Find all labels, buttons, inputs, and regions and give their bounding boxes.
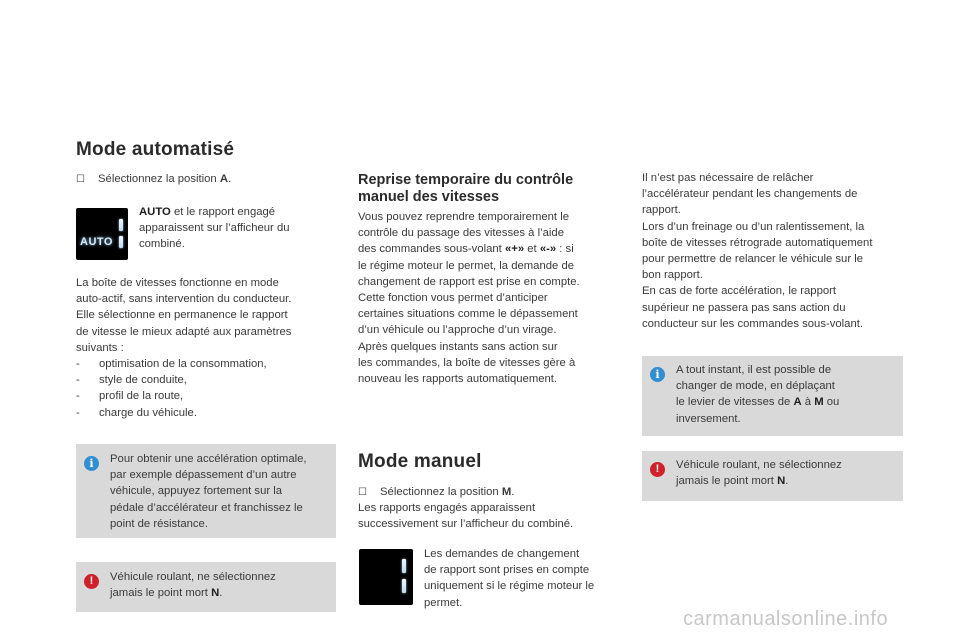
- auto-display-image: [76, 208, 128, 260]
- warning-icon: !: [84, 574, 99, 589]
- section-title-reprise: Reprise temporaire du contrôle manuel des vitesses: [358, 172, 574, 205]
- info-icon: i: [84, 456, 99, 471]
- manual-paragraph: Les rapports engagés apparaissent successivement sur l’afficheur du combiné.: [358, 502, 574, 531]
- warning-box-neutral-right: [642, 451, 903, 501]
- warning-box-neutral: [76, 562, 336, 612]
- info-box-text: A tout instant, il est possible de changer de mode, en déplaçant le levier de vitesses de A à M ou inversement.: [676, 364, 840, 425]
- info-box-mode-change: [642, 356, 903, 436]
- checkbox-bullet-icon: ☐: [76, 174, 85, 185]
- info-icon: i: [650, 367, 665, 382]
- list-item: - charge du véhicule.: [76, 406, 197, 419]
- right-paragraph: Il n’est pas nécessaire de relâcher l’accélérateur pendant les changements de rapport. Lors d’un freinage ou d’un ralentissement, la boîte de vitesses rétrograde automatiquement pour permettre de relancer le véhicule sur le bon rapport. En cas de forte accélération, le rapport supérieur ne passera pas sans action du conducteur sur les commandes sous-volant.: [642, 172, 873, 330]
- section-title-auto: Mode automatisé: [76, 139, 235, 160]
- select-position-text: Sélectionnez la position M.: [380, 486, 515, 498]
- select-position-a: [76, 171, 231, 188]
- auto-description: AUTO et le rapport engagé apparaissent sur l’afficheur du combiné.: [139, 206, 290, 251]
- select-position-m: [358, 484, 514, 501]
- reprise-paragraph: Vous pouvez reprendre temporairement le contrôle du passage des vitesses à l’aide des commandes sous-volant «+» et «-» : si le régime moteur le permet, la demande de changement de rapport est prise en compte. Cette fonction vous permet d’anticiper certaines situations comme le dépassement d’un véhicule ou l’approche d’un virage. Après quelques instants sans action sur les commandes, la boîte de vitesses gère à nouveau les rapports automatiquement.: [358, 211, 580, 386]
- list-item: - style de conduite,: [76, 374, 187, 387]
- info-box-acceleration: [76, 444, 336, 538]
- manual-display-image: [359, 549, 413, 605]
- warning-box-text: Véhicule roulant, ne sélectionnez jamais le point mort N.: [676, 459, 842, 488]
- display-auto-label: AUTO: [80, 236, 113, 248]
- info-box-text: Pour obtenir une accélération optimale, par exemple dépassement d’un autre véhicule, appuyez fortement sur la pédale d’accélérateur et franchissez le point de résistance.: [110, 453, 307, 530]
- list-item: - profil de la route,: [76, 390, 184, 403]
- section-title-manual: Mode manuel: [358, 451, 482, 472]
- watermark-text: carmanualsonline.info: [683, 608, 889, 630]
- manual-display-note: Les demandes de changement de rapport sont prises en compte uniquement si le régime moteur le permet.: [424, 548, 595, 609]
- warning-icon: !: [650, 462, 665, 477]
- parameters-list: [76, 356, 336, 421]
- list-item: - optimisation de la consommation,: [76, 358, 267, 371]
- select-position-text: Sélectionnez la position A.: [98, 173, 232, 185]
- auto-paragraph: La boîte de vitesses fonctionne en mode auto-actif, sans intervention du conducteur. Elle sélectionne en permanence le rapport de vitesse le mieux adapté aux paramètres suivants : - optimisation de la consommation, - style de conduite, - profil de la route, - charge du véhicule.: [76, 275, 336, 421]
- checkbox-bullet-icon: ☐: [358, 487, 367, 498]
- warning-box-text: Véhicule roulant, ne sélectionnez jamais le point mort N.: [110, 571, 276, 600]
